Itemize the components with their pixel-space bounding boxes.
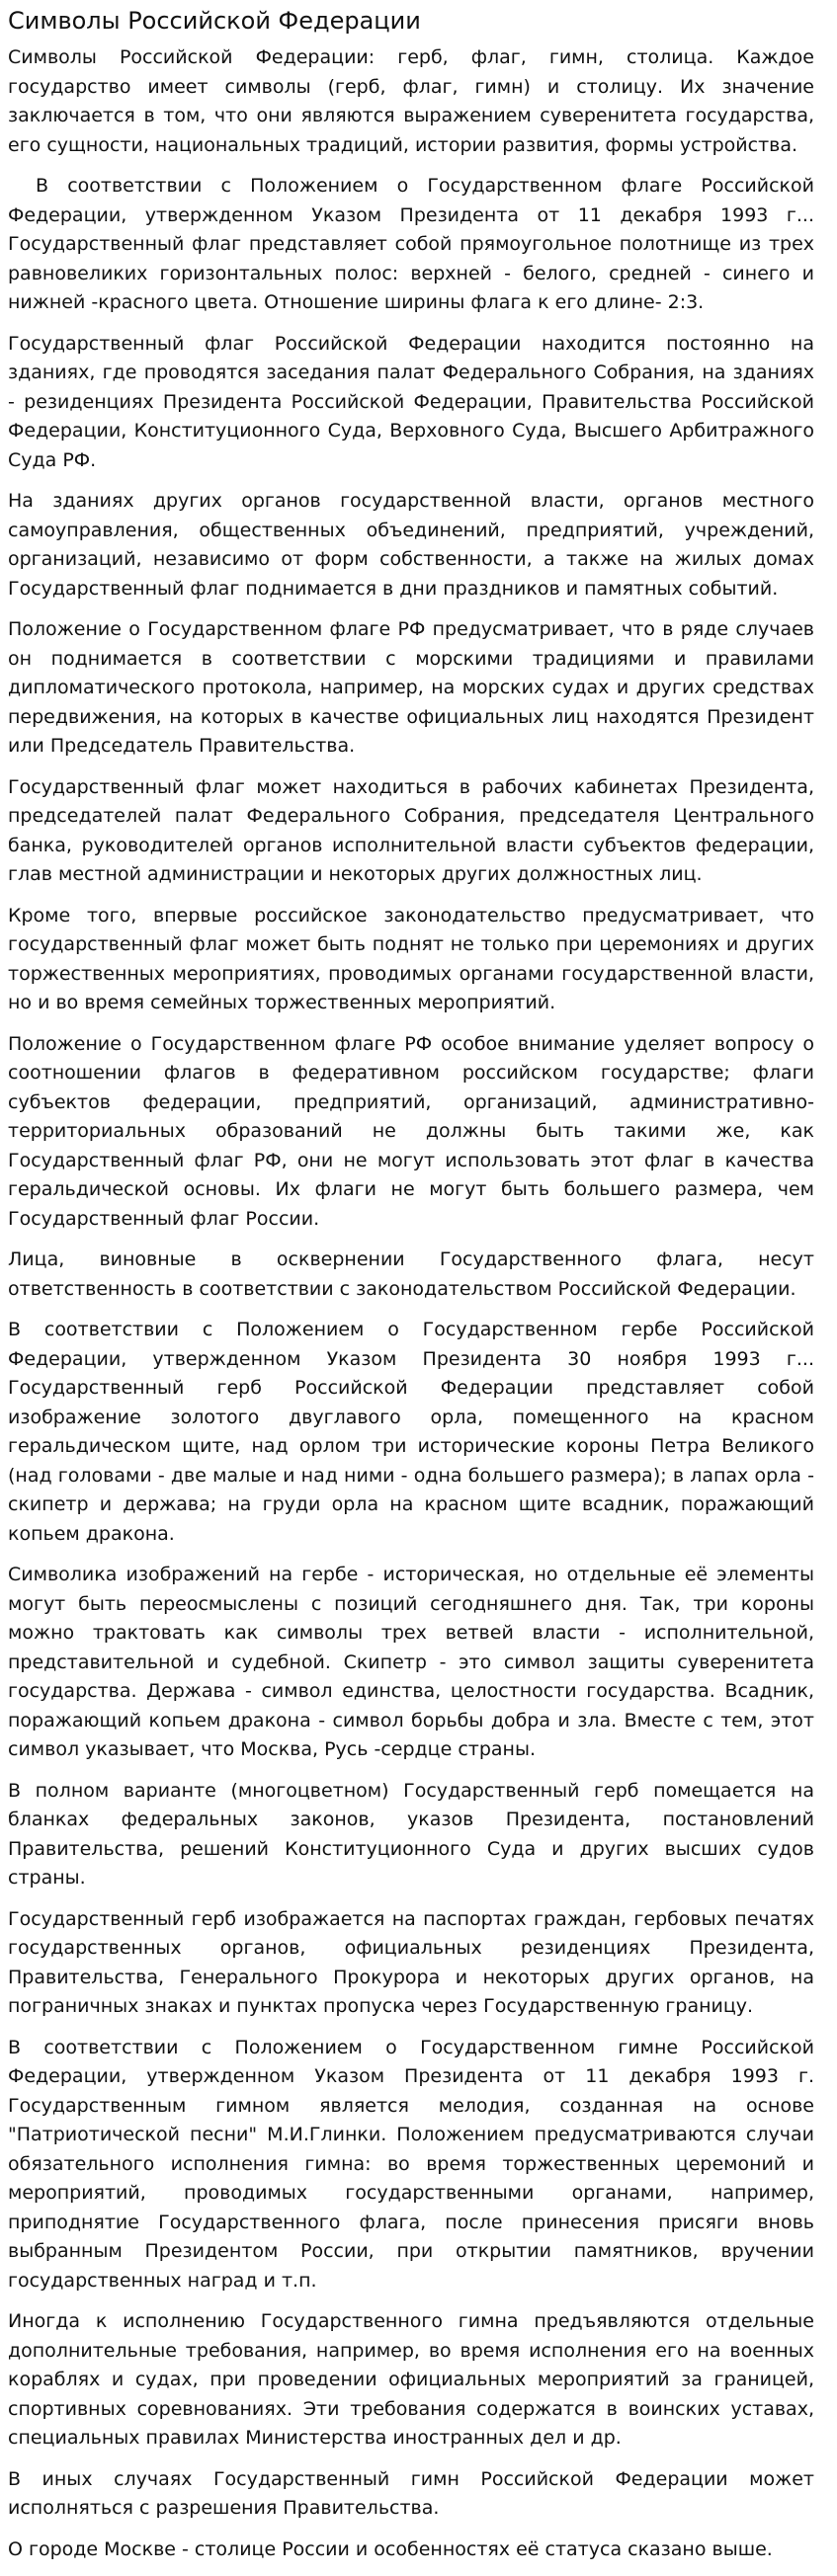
paragraph-emblem-regulation: В соответствии с Положением о Государственном гербе Российской Федерации, утвержденном Указом Президента 30 ноября 1993 г... Государственный герб Российской Федерации представляет собой изображение золотого двуглавого орла, помещенного на красном геральдическом щите, над орлом три исторические короны Петра Великого (над головами - две малые и над ними - одна большего размера); в лапах орла - скипетр и держава; на груди орла на красном щите всадник, поражающий копьем дракона. bbox=[8, 1319, 814, 1545]
paragraph-emblem-symbolism: Символика изображений на гербе - историческая, но отдельные её элементы могут быть переосмыслены с позиций сегодняшнего дня. Так, три короны можно трактовать как символы трех ветвей власти - исполнительной, представительной и судебной. Скипетр - это символ защиты суверенитета государства. Держава - символ единства, целостности государства. Всадник, поражающий копьем дракона - символ борьбы добра и зла. Вместе с тем, этот символ указывает, что Москва, Русь -сердце страны. bbox=[8, 1564, 814, 1760]
paragraph-flag-subjects: Положение о Государственном флаге РФ особое внимание уделяет вопросу о соотношении флагов в федеративном российском государстве; флаги субъектов федерации, предприятий, организаций, административно-территориальных образований не должны быть такими же, как Государственный флаг РФ, они не могут использовать этот флаг в качества геральдической основы. Их флаги не могут быть большего размера, чем Государственный флаг России. bbox=[8, 1032, 814, 1230]
paragraph-flag-regulation: В соответствии с Положением о Государственном флаге Российской Федерации, утвержденном Указом Президента от 11 декабря 1993 г... Государственный флаг представляет собой прямоугольное полотнище из трех равновеликих горизонтальных полос: верхней - белого, средней - синего и нижней -красного цвета. Отношение ширины флага к его длине- 2:3. bbox=[8, 175, 814, 313]
page-title: Символы Российской Федерации bbox=[8, 7, 421, 35]
paragraph-flag-holidays: На зданиях других органов государственной власти, органов местного самоуправления, общественных объединений, предприятий, учреждений, организаций, независимо от форм собственности, а также на жилых домах Государственный флаг поднимается в дни праздников и памятных событий. bbox=[8, 490, 814, 600]
paragraph-flag-maritime: Положение о Государственном флаге РФ предусматривает, что в ряде случаев он поднимается в соответствии с морскими традициями и правилами дипломатического протокола, например, на морских судах и других средствах передвижения, на которых в качестве официальных лиц находятся Президент или Председатель Правительства. bbox=[8, 618, 814, 757]
paragraph-flag-offices: Государственный флаг может находиться в рабочих кабинетах Президента, председателей палат Федерального Собрания, председателя Центрального банка, руководителей органов исполнительной власти субъектов федерации, глав местной администрации и некоторых других должностных лиц. bbox=[8, 775, 814, 885]
paragraph-anthem-regulation: В соответствии с Положением о Государственном гимне Российской Федерации, утвержденном Указом Президента от 11 декабря 1993 г. Государственным гимном является мелодия, созданная на основе "Патриотической песни" М.И.Глинки. Положением предусматриваются случаи обязательного исполнения гимна: во время торжественных церемоний и мероприятий, проводимых государственными органами, например, приподнятие Государственного флага, после принесения присяги вновь выбранным Президентом России, при открытии памятников, вручении государственных наград и т.п. bbox=[8, 2036, 814, 2292]
paragraph-anthem-requirements: Иногда к исполнению Государственного гимна предъявляются отдельные дополнительные требования, например, во время исполнения его на военных кораблях и судах, при проведении официальных мероприятий за границей, спортивных соревнованиях. Эти требования содержатся в воинских уставах, специальных правилах Министерства иностранных дел и др. bbox=[8, 2310, 814, 2449]
paragraph-emblem-passports: Государственный герб изображается на паспортах граждан, гербовых печатях государственных органов, официальных резиденциях Президента, Правительства, Генерального Прокурора и некоторых других органов, на пограничных знаках и пунктах пропуска через Государственную границу. bbox=[8, 1907, 814, 2017]
paragraph-flag-family: Кроме того, впервые российское законодательство предусматривает, что государственный флаг может быть поднят не только при церемониях и других торжественных мероприятиях, проводимых органами государственной власти, но и во время семейных торжественных мероприятий. bbox=[8, 904, 814, 1013]
paragraph-flag-desecration: Лица, виновные в осквернении Государственного флага, несут ответственность в соответствии с законодательством Российской Федерации. bbox=[8, 1248, 814, 1300]
paragraph-anthem-permission: В иных случаях Государственный гимн Российской Федерации может исполняться с разрешения Правительства. bbox=[8, 2467, 814, 2519]
paragraph-emblem-documents: В полном варианте (многоцветном) Государственный герб помещается на бланках федеральных законов, указов Президента, постановлений Правительства, решений Конституционного Суда и других высших судов страны. bbox=[8, 1779, 814, 1889]
paragraph-intro: Символы Российской Федерации: герб, флаг, гимн, столица. Каждое государство имеет символы (герб, флаг, гимн) и столицу. Их значение заключается в том, что они являются выражением суверенитета государства, его сущности, национальных традиций, истории развития, формы устройства. bbox=[8, 46, 814, 156]
paragraph-flag-buildings: Государственный флаг Российской Федерации находится постоянно на зданиях, где проводятся заседания палат Федерального Собрания, на зданиях - резиденциях Президента Российской Федерации, Правительства Российской Федерации, Конституционного Суда, Верховного Суда, Высшего Арбитражного Суда РФ. bbox=[8, 332, 814, 471]
paragraph-capital: О городе Москве - столице России и особенностях её статуса сказано выше. bbox=[8, 2537, 773, 2560]
